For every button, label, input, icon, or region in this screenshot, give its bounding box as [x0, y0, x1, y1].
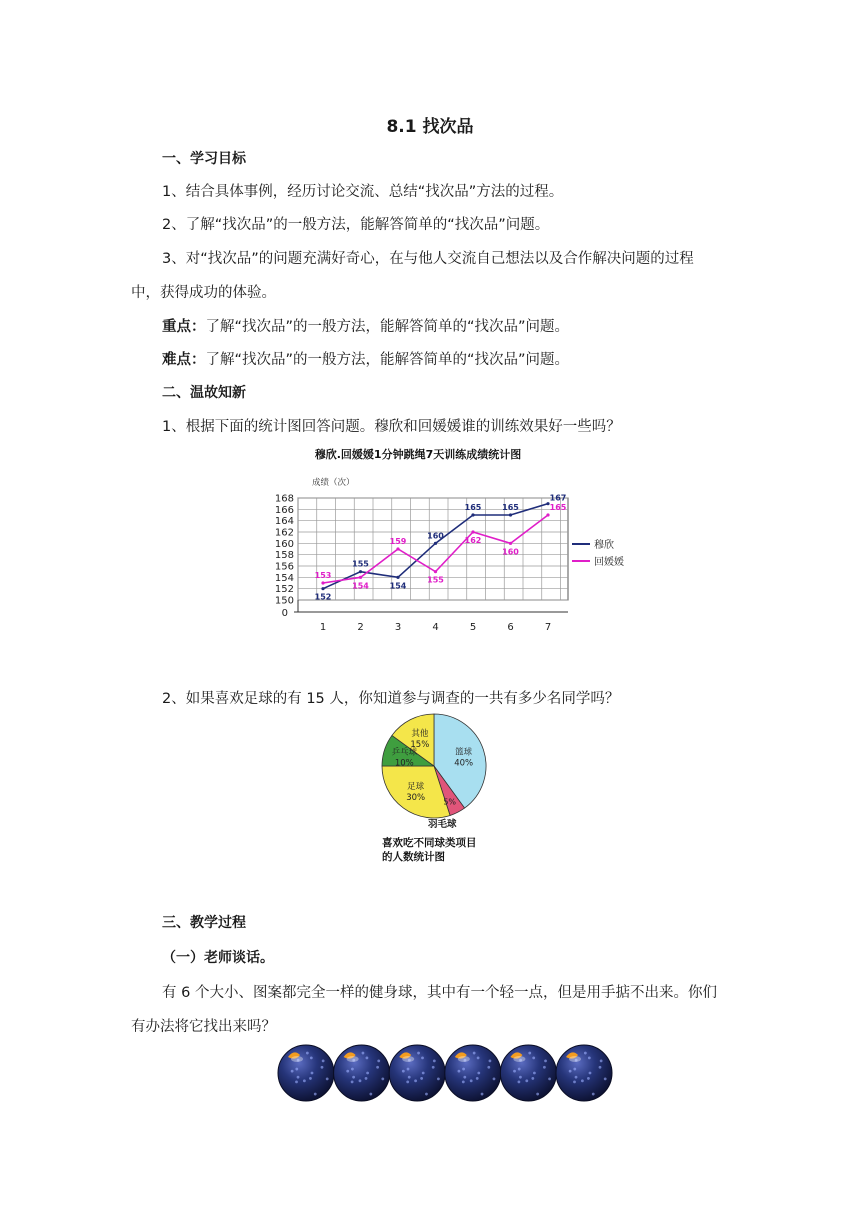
question-2: 2、如果喜欢足球的有 15 人，你知道参与调查的一共有多少名同学吗？ [162, 691, 620, 707]
x-tick-label: 2 [357, 622, 364, 633]
y-tick-label: 158 [274, 550, 294, 562]
data-point [509, 542, 512, 545]
chart-grid [294, 498, 568, 612]
data-point [546, 513, 549, 516]
data-point [359, 570, 362, 573]
legend-label: 回媛媛 [594, 557, 624, 568]
data-label: 160 [427, 531, 444, 541]
section-heading-review: 二、温故知新 [162, 385, 246, 401]
chart-legend [572, 538, 624, 568]
data-point [396, 547, 399, 550]
fitness-ball [445, 1045, 501, 1101]
y-tick-label: 168 [274, 493, 294, 505]
x-tick-label: 7 [544, 622, 552, 633]
data-label: 153 [314, 571, 332, 580]
fitness-balls-image [278, 1041, 612, 1105]
line-chart [268, 440, 624, 640]
pie-title: 喜欢吃不同球类项目 [382, 837, 477, 849]
paragraph-line-2: 有办法将它找出来吗？ [131, 1019, 276, 1035]
fitness-ball [500, 1045, 556, 1101]
fitness-ball [556, 1045, 612, 1101]
data-point [396, 576, 399, 579]
y-tick-label: 156 [274, 561, 294, 573]
data-label: 165 [502, 503, 519, 512]
data-label: 165 [464, 503, 482, 512]
y-tick-label: 160 [274, 538, 294, 550]
x-tick-label: 4 [432, 622, 439, 633]
question-1: 1、根据下面的统计图回答问题。穆欣和回媛媛谁的训练效果好一些吗？ [162, 419, 621, 435]
paragraph-line-1: 有 6 个大小、图案都完全一样的健身球，其中有一个轻一点，但是用手掂不出来。你们 [162, 985, 717, 1001]
y-axis-label: 成绩（次） [312, 478, 355, 488]
data-point [321, 587, 324, 590]
y-tick-label: 164 [274, 516, 294, 528]
data-label: 165 [549, 503, 567, 512]
data-label: 154 [352, 581, 369, 591]
y-tick-label: 166 [274, 504, 294, 516]
key-point-label: 重点： [162, 319, 206, 335]
pie-pct-label: 40% [454, 758, 474, 769]
goal-item-1: 1、结合具体事例，经历讨论交流、总结“找次品”方法的过程。 [162, 184, 564, 200]
x-tick-labels [320, 622, 551, 633]
page-title: 8.1 找次品 [386, 117, 474, 137]
y-tick-label: 154 [274, 572, 294, 584]
goal-item-3: 3、对“找次品”的问题充满好奇心，在与他人交流自己想法以及合作解决问题的过程 [162, 251, 694, 267]
x-tick-label: 1 [319, 622, 327, 633]
legend-label: 穆欣 [594, 540, 614, 551]
data-label: 159 [389, 537, 407, 546]
data-label: 155 [427, 575, 444, 585]
data-label: 154 [389, 581, 407, 591]
pie-title: 的人数统计图 [382, 851, 445, 863]
chart-title: 穆欣.回媛媛1分钟跳绳7天训练成绩统计图 [314, 448, 522, 461]
y-tick-label: 152 [274, 584, 294, 596]
difficult-point [162, 348, 569, 369]
pie-slice-label: 其他 [411, 729, 429, 740]
pie-slice-label: 篮球 [455, 747, 473, 758]
y-tick-label: 150 [274, 595, 294, 607]
data-label: 162 [464, 536, 482, 545]
fitness-ball [334, 1045, 390, 1101]
pie-pct-label: 15% [410, 740, 430, 751]
data-label: 155 [352, 559, 369, 569]
y-tick-labels [275, 494, 294, 620]
sub-heading-teacher-talk: （一）老师谈话。 [162, 950, 274, 966]
y-tick-label: 162 [274, 527, 294, 539]
data-point [434, 570, 437, 573]
y-zero-label: 0 [281, 608, 288, 619]
difficult-point-label: 难点： [162, 352, 206, 368]
difficult-point-text: 了解“找次品”的一般方法，能解答简单的“找次品”问题。 [205, 352, 570, 368]
data-point [321, 581, 324, 584]
pie-slice-label: 羽毛球 [428, 819, 457, 830]
key-point [162, 315, 569, 336]
pie-slice-label: 足球 [407, 782, 425, 793]
data-point [509, 513, 512, 516]
data-point [359, 576, 362, 579]
pie-pct-label: 10% [394, 758, 414, 769]
data-label: 160 [502, 547, 519, 557]
fitness-ball [278, 1045, 334, 1101]
pie-pct-label: 30% [406, 793, 426, 804]
key-point-text: 了解“找次品”的一般方法，能解答简单的“找次品”问题。 [205, 319, 570, 335]
data-label: 152 [314, 592, 332, 602]
x-tick-label: 3 [394, 622, 402, 633]
data-point [471, 513, 474, 516]
x-tick-label: 6 [507, 622, 514, 633]
pie-slice-label: 乒乓球 [391, 747, 418, 758]
section-heading-goals: 一、学习目标 [162, 151, 246, 167]
goal-item-2: 2、了解“找次品”的一般方法，能解答简单的“找次品”问题。 [162, 217, 550, 233]
goal-item-3-continued: 中，获得成功的体验。 [131, 285, 276, 301]
x-tick-label: 5 [469, 622, 477, 633]
fitness-ball [389, 1045, 445, 1101]
data-point [471, 530, 474, 533]
data-label: 167 [549, 493, 567, 503]
section-heading-process: 三、教学过程 [162, 915, 246, 931]
pie-chart [374, 716, 534, 876]
pie-pct-label: 5% [443, 797, 457, 807]
data-point [434, 542, 437, 545]
